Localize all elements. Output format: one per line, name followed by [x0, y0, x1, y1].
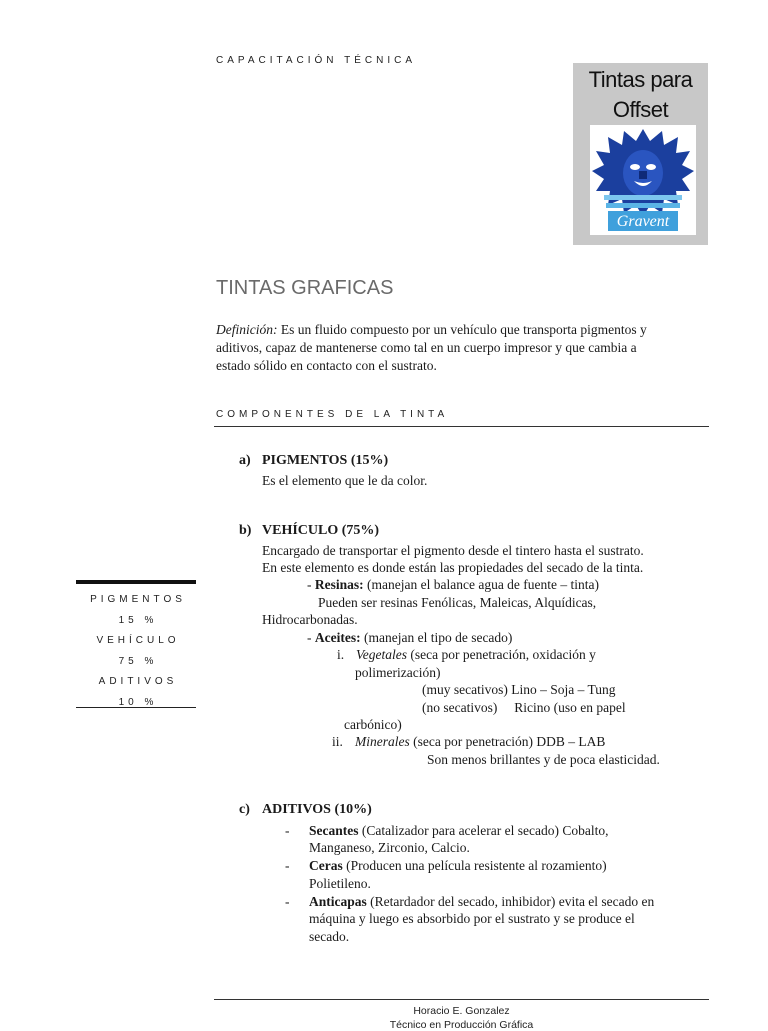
aditivos-marker: c) — [239, 802, 250, 817]
ceras-label: Ceras — [309, 858, 343, 873]
logo-brand-text: Gravent — [616, 213, 670, 230]
vehiculo-heading — [239, 523, 379, 539]
aditivos-heading — [239, 802, 372, 818]
footer-author: Horacio E. Gonzalez — [413, 1005, 510, 1017]
logo-title-line1: Tintas para — [588, 67, 693, 92]
vegetales-marker: i. — [337, 647, 345, 662]
page-title: TINTAS GRAFICAS — [216, 277, 394, 299]
sidebar-item: 10 % — [118, 696, 158, 708]
vegetales-line5: carbónico) — [344, 717, 402, 732]
sidebar-item: 15 % — [118, 614, 158, 626]
vehiculo-title: VEHÍCULO (75%) — [262, 523, 380, 538]
definition-label: Definición: — [216, 322, 278, 337]
resinas-line3: Hidrocarbonadas. — [262, 612, 358, 627]
secantes-label: Secantes — [309, 823, 359, 838]
resinas-desc: (manejan el balance agua de fuente – tinta) — [363, 577, 600, 592]
sidebar-item: VEHÍCULO — [96, 635, 180, 646]
pigmentos-heading — [239, 453, 388, 469]
anticapas-dash: - — [285, 894, 290, 909]
vegetales-label: Vegetales — [356, 647, 407, 662]
secantes-line — [309, 822, 609, 840]
anticapas-line — [309, 893, 654, 911]
resinas-label: Resinas: — [314, 577, 364, 592]
anticapas-desc: (Retardador del secado, inhibidor) evita el secado en — [366, 894, 655, 909]
sidebar-bottom-rule — [76, 707, 196, 708]
anticapas-line2: máquina y luego es absorbido por el sustrato y se produce el — [309, 911, 635, 926]
section-divider — [214, 426, 709, 427]
logo-title-line2: Offset — [612, 97, 669, 122]
secantes-line2: Manganeso, Zirconio, Calcio. — [309, 840, 470, 855]
lion-emblem-icon — [590, 125, 696, 235]
sidebar-summary — [76, 590, 196, 713]
aditivos-title: ADITIVOS (10%) — [262, 802, 372, 817]
secantes-dash: - — [285, 823, 290, 838]
header-label: CAPACITACIÓN TÉCNICA — [216, 55, 417, 66]
vehiculo-marker: b) — [239, 523, 252, 538]
sidebar-item: 75 % — [118, 655, 158, 667]
sidebar-item: ADITIVOS — [98, 676, 178, 687]
resinas-line2: Pueden ser resinas Fenólicas, Maleicas, Alquídicas, — [318, 595, 597, 610]
logo-box — [573, 63, 708, 245]
sidebar-item: PIGMENTOS — [90, 594, 186, 605]
vegetales-desc: (seca por penetración, oxidación y — [406, 647, 596, 662]
definition-paragraph — [216, 321, 706, 375]
gravent-logo — [590, 125, 696, 235]
ceras-line2: Polietileno. — [309, 876, 371, 891]
minerales-line2: Son menos brillantes y de poca elasticidad. — [427, 752, 660, 767]
vegetales-line4: (no secativos) Ricino (uso en papel — [422, 700, 626, 715]
secantes-desc: (Catalizador para acelerar el secado) Cobalto, — [358, 823, 609, 838]
anticapas-line3: secado. — [309, 929, 350, 944]
logo-title — [573, 65, 708, 125]
minerales-line — [332, 733, 605, 751]
footer-role: Técnico en Producción Gráfica — [389, 1019, 534, 1031]
vegetales-line3: (muy secativos) Lino – Soja – Tung — [422, 682, 616, 697]
footer-divider — [214, 999, 709, 1000]
aceites-line: - Aceites: (manejan el tipo de secado) — [307, 630, 513, 645]
pigmentos-title: PIGMENTOS (15%) — [262, 453, 389, 468]
minerales-desc: (seca por penetración) DDB – LAB — [409, 734, 606, 749]
definition-line1: Es un fluido compuesto por un vehículo que transporta pigmentos y — [277, 322, 647, 337]
anticapas-label: Anticapas — [309, 894, 367, 909]
ceras-line — [309, 857, 607, 875]
minerales-label: Minerales — [355, 734, 410, 749]
ceras-desc: (Producen una película resistente al rozamiento) — [342, 858, 607, 873]
vehiculo-line2: En este elemento es donde están las propiedades del secado de la tinta. — [262, 560, 644, 575]
vegetales-line — [337, 646, 596, 664]
ceras-dash: - — [285, 858, 290, 873]
definition-line3: estado sólido en contacto con el sustrato. — [216, 358, 437, 373]
aceites-desc: (manejan el tipo de secado) — [360, 630, 513, 645]
section-heading: COMPONENTES DE LA TINTA — [216, 409, 449, 420]
definition-line2: aditivos, capaz de mantenerse como tal en un cuerpo impresor y que cambia a — [216, 340, 637, 355]
pigmentos-text: Es el elemento que le da color. — [262, 473, 428, 488]
sidebar-top-rule — [76, 580, 196, 584]
minerales-marker: ii. — [332, 734, 343, 749]
resinas-line: - Resinas: (manejan el balance agua de fuente – tinta) — [307, 577, 600, 592]
pigmentos-marker: a) — [239, 453, 251, 468]
vehiculo-line1: Encargado de transportar el pigmento desde el tintero hasta el sustrato. — [262, 543, 644, 558]
vegetales-line2: polimerización) — [355, 665, 441, 680]
aceites-label: Aceites: — [314, 630, 361, 645]
